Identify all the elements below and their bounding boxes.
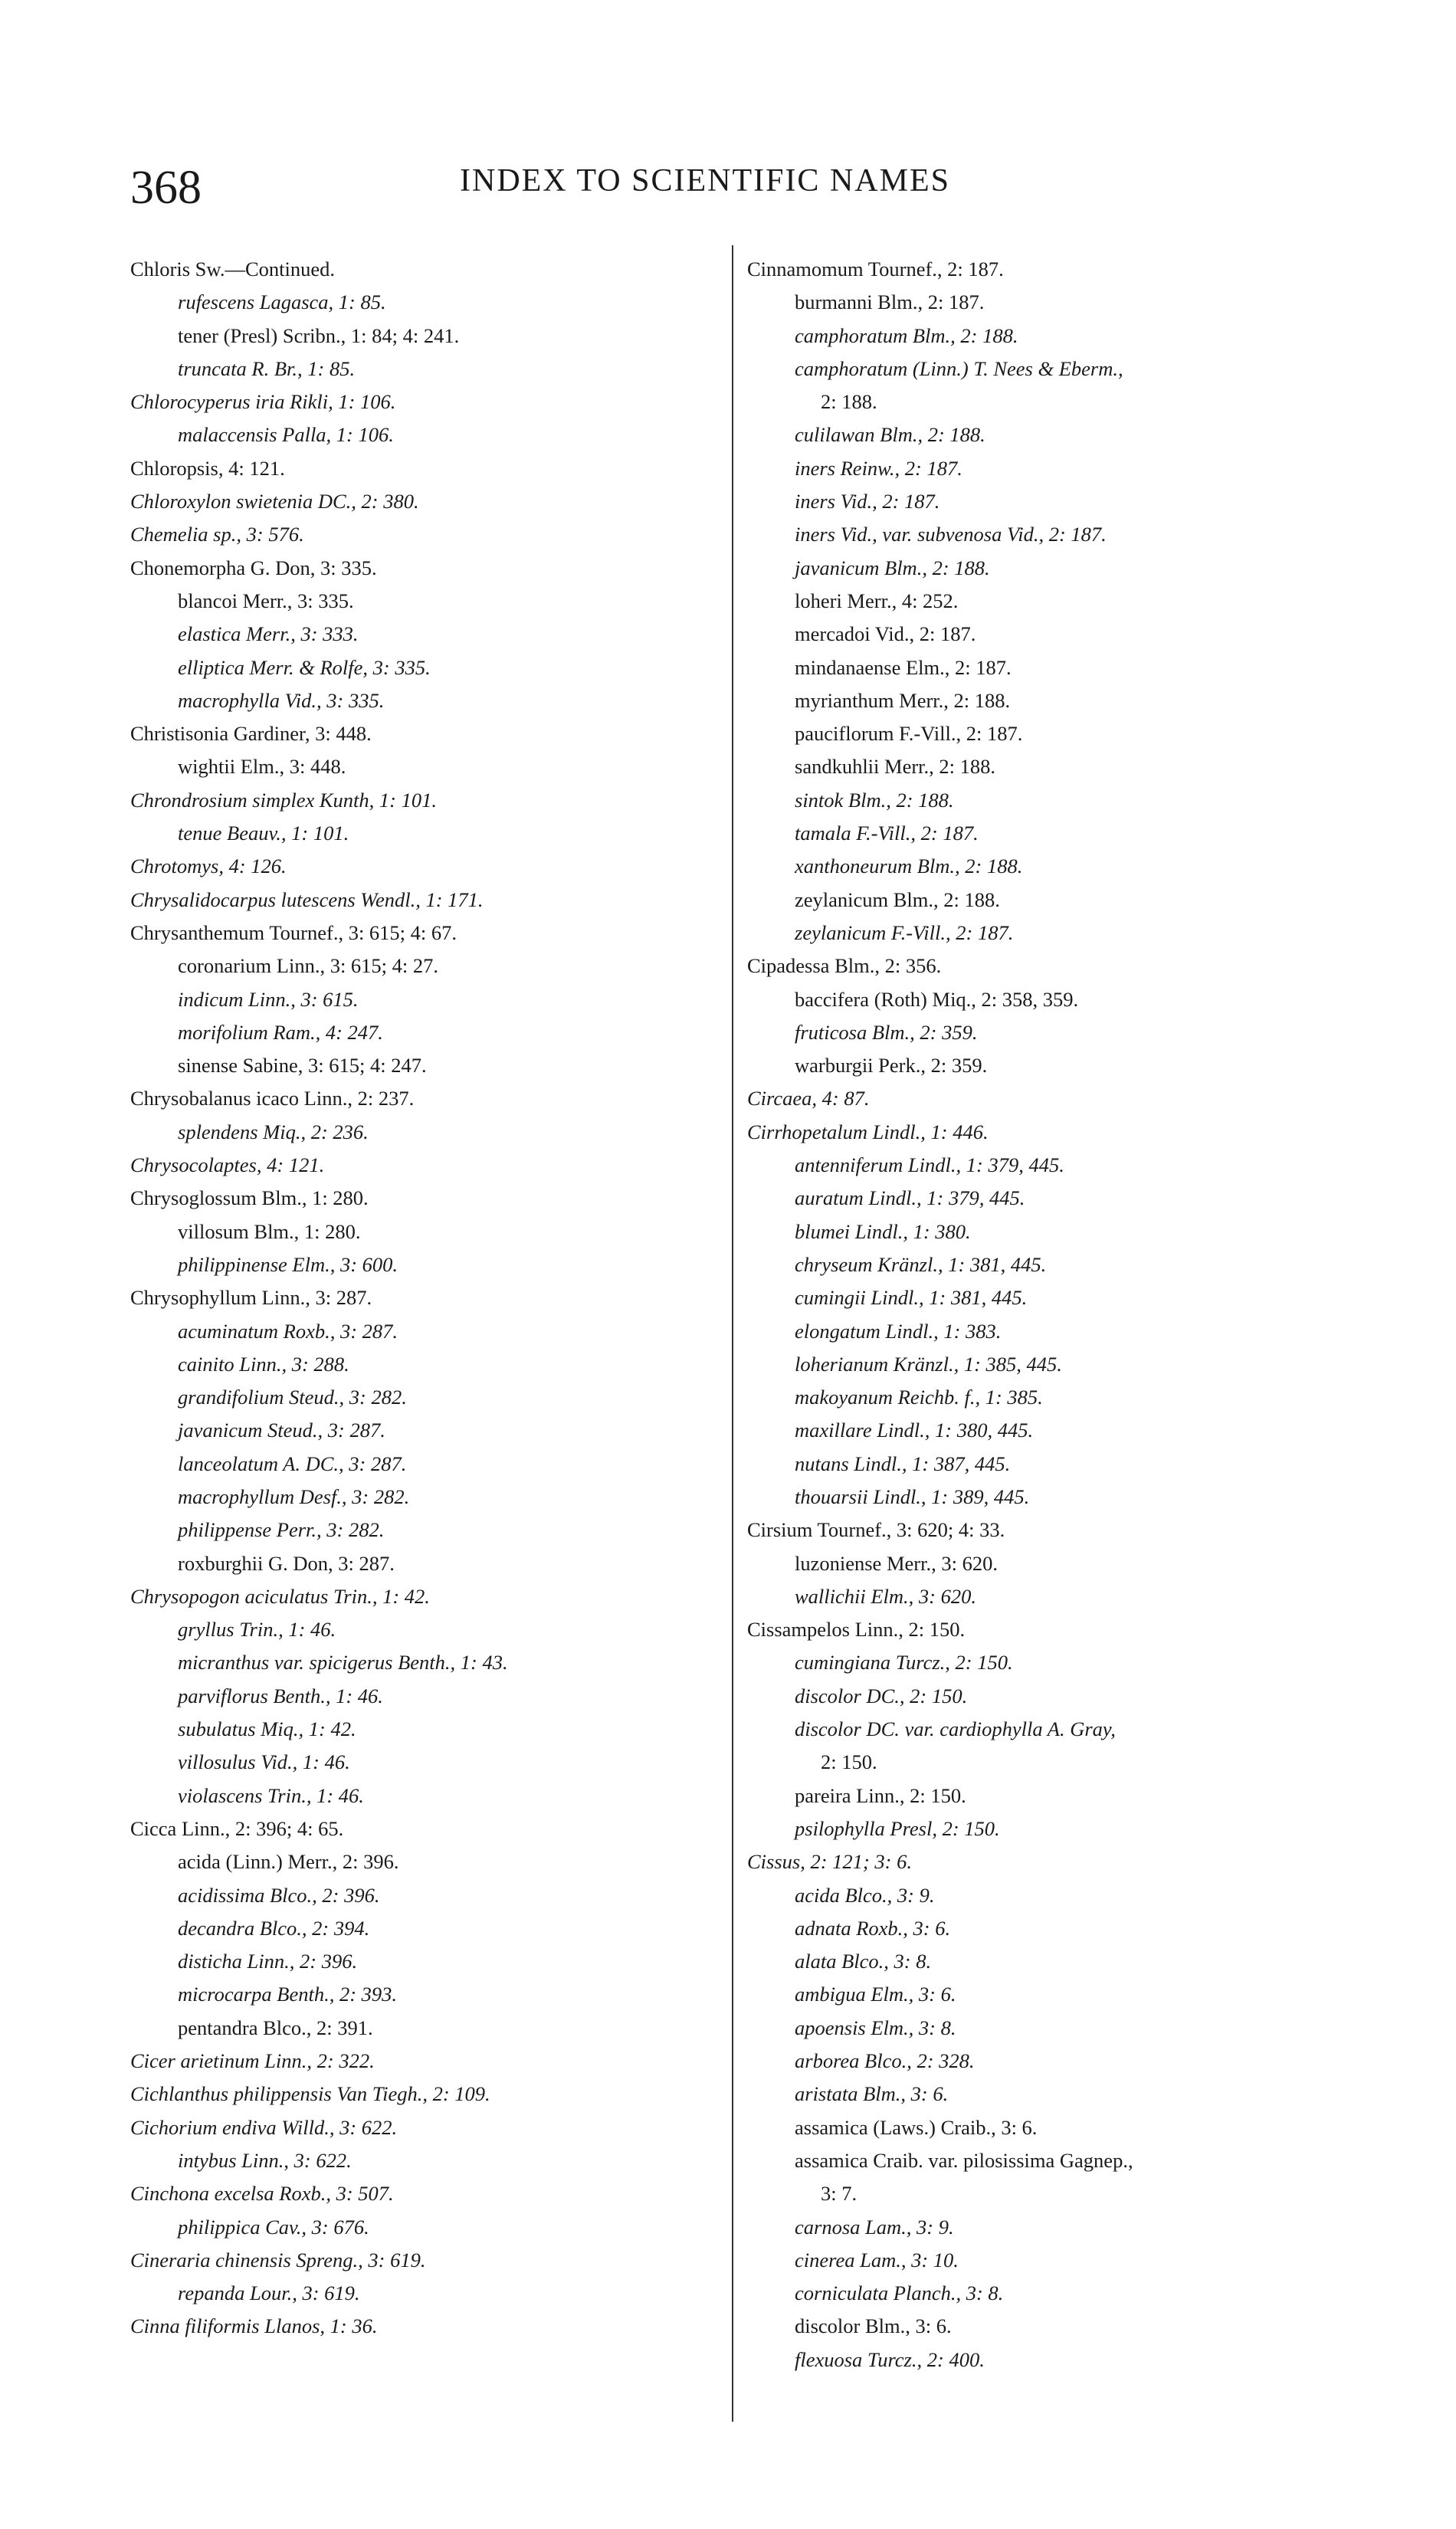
index-subentry: tamala F.-Vill., 2: 187. xyxy=(795,822,979,845)
index-subentry: wightii Elm., 3: 448. xyxy=(178,755,346,779)
index-entry: Chrysobalanus icaco Linn., 2: 237. xyxy=(130,1087,415,1110)
index-subentry: iners Vid., 2: 187. xyxy=(795,490,940,513)
index-subentry: iners Reinw., 2: 187. xyxy=(795,456,962,480)
index-subentry: mindanaense Elm., 2: 187. xyxy=(795,655,1012,679)
index-subentry: elastica Merr., 3: 333. xyxy=(178,622,359,646)
index-subentry: zeylanicum F.-Vill., 2: 187. xyxy=(795,920,1014,944)
index-subentry: psilophylla Presl, 2: 150. xyxy=(795,1816,1000,1840)
index-subentry: morifolium Ram., 4: 247. xyxy=(178,1020,383,1044)
index-entry: Cirrhopetalum Lindl., 1: 446. xyxy=(747,1120,989,1143)
index-subentry: culilawan Blm., 2: 188. xyxy=(795,423,985,447)
index-subentry: nutans Lindl., 1: 387, 445. xyxy=(795,1451,1011,1475)
index-subentry: pareira Linn., 2: 150. xyxy=(795,1783,966,1807)
index-subentry: micranthus var. spicigerus Benth., 1: 43. xyxy=(178,1651,508,1675)
index-subentry: tenue Beauv., 1: 101. xyxy=(178,822,349,845)
index-subentry: tener (Presl) Scribn., 1: 84; 4: 241. xyxy=(178,323,460,347)
index-subentry: thouarsii Lindl., 1: 389, 445. xyxy=(795,1484,1030,1508)
index-subentry: flexuosa Turcz., 2: 400. xyxy=(795,2347,985,2371)
index-subentry: coronarium Linn., 3: 615; 4: 27. xyxy=(178,954,439,978)
index-subentry: repanda Lour., 3: 619. xyxy=(178,2281,360,2305)
index-subentry: pauciflorum F.-Vill., 2: 187. xyxy=(795,722,1023,746)
index-entry: Chrysanthemum Tournef., 3: 615; 4: 67. xyxy=(130,920,457,944)
index-subentry: aristata Blm., 3: 6. xyxy=(795,2082,949,2106)
index-entry: Chloris Sw.—Continued. xyxy=(130,257,335,280)
index-entry: Cineraria chinensis Spreng., 3: 619. xyxy=(130,2248,426,2272)
index-subentry: loherianum Kränzl., 1: 385, 445. xyxy=(795,1352,1062,1376)
index-subentry: antenniferum Lindl., 1: 379, 445. xyxy=(795,1153,1064,1177)
index-subentry: malaccensis Palla, 1: 106. xyxy=(178,423,394,447)
index-subentry: luzoniense Merr., 3: 620. xyxy=(795,1551,998,1575)
index-entry: Chlorocyperus iria Rikli, 1: 106. xyxy=(130,390,396,414)
index-entry: Cissampelos Linn., 2: 150. xyxy=(747,1618,966,1642)
index-subentry: subulatus Miq., 1: 42. xyxy=(178,1717,356,1741)
index-subentry: fruticosa Blm., 2: 359. xyxy=(795,1020,978,1044)
index-subentry: discolor Blm., 3: 6. xyxy=(795,2314,952,2338)
index-subentry: macrophylla Vid., 3: 335. xyxy=(178,688,385,712)
index-subentry: roxburghii G. Don, 3: 287. xyxy=(178,1551,395,1575)
index-subentry: warburgii Perk., 2: 359. xyxy=(795,1054,988,1078)
index-entry: Cinnamomum Tournef., 2: 187. xyxy=(747,257,1004,280)
index-subentry: acuminatum Roxb., 3: 287. xyxy=(178,1319,398,1343)
index-entry: Chonemorpha G. Don, 3: 335. xyxy=(130,556,377,579)
column-divider xyxy=(732,245,733,2422)
index-entry: Chrysocolaptes, 4: 121. xyxy=(130,1153,325,1177)
index-entry: Cicca Linn., 2: 396; 4: 65. xyxy=(130,1816,344,1840)
index-subentry: philippense Perr., 3: 282. xyxy=(178,1518,385,1542)
index-entry: Chloropsis, 4: 121. xyxy=(130,456,285,480)
index-subentry: javanicum Blm., 2: 188. xyxy=(795,556,990,579)
index-subentry: loheri Merr., 4: 252. xyxy=(795,589,959,612)
index-entry: Cirsium Tournef., 3: 620; 4: 33. xyxy=(747,1518,1005,1542)
index-subentry: intybus Linn., 3: 622. xyxy=(178,2148,352,2172)
index-entry: Chrysalidocarpus lutescens Wendl., 1: 171. xyxy=(130,887,484,911)
index-subentry: acidissima Blco., 2: 396. xyxy=(178,1883,380,1907)
index-subentry: gryllus Trin., 1: 46. xyxy=(178,1618,336,1642)
index-subentry: auratum Lindl., 1: 379, 445. xyxy=(795,1186,1025,1210)
index-subentry: alata Blco., 3: 8. xyxy=(795,1950,932,1973)
index-subentry: mercadoi Vid., 2: 187. xyxy=(795,622,976,646)
index-entry: Chrysoglossum Blm., 1: 280. xyxy=(130,1186,369,1210)
index-subentry: truncata R. Br., 1: 85. xyxy=(178,356,356,380)
index-subentry: wallichii Elm., 3: 620. xyxy=(795,1584,977,1608)
index-subentry: cinerea Lam., 3: 10. xyxy=(795,2248,959,2272)
index-entry: Circaea, 4: 87. xyxy=(747,1087,870,1110)
index-subentry: ambigua Elm., 3: 6. xyxy=(795,1983,956,2006)
index-subentry: disticha Linn., 2: 396. xyxy=(178,1950,358,1973)
index-subentry: 2: 150. xyxy=(821,1750,877,1774)
index-subentry: acida (Linn.) Merr., 2: 396. xyxy=(178,1850,399,1874)
index-entry: Chrysophyllum Linn., 3: 287. xyxy=(130,1286,372,1310)
index-subentry: sintok Blm., 2: 188. xyxy=(795,788,954,812)
index-subentry: microcarpa Benth., 2: 393. xyxy=(178,1983,398,2006)
index-subentry: cumingiana Turcz., 2: 150. xyxy=(795,1651,1013,1675)
index-subentry: villosulus Vid., 1: 46. xyxy=(178,1750,350,1774)
index-subentry: corniculata Planch., 3: 8. xyxy=(795,2281,1004,2305)
index-subentry: arborea Blco., 2: 328. xyxy=(795,2049,975,2073)
index-subentry: makoyanum Reichb. f., 1: 385. xyxy=(795,1386,1043,1409)
index-entry: Cicer arietinum Linn., 2: 322. xyxy=(130,2049,375,2073)
index-subentry: 3: 7. xyxy=(821,2182,858,2206)
index-subentry: chryseum Kränzl., 1: 381, 445. xyxy=(795,1252,1047,1276)
index-column-right xyxy=(747,253,1399,2376)
index-column-left xyxy=(130,253,720,2344)
index-subentry: pentandra Blco., 2: 391. xyxy=(178,2016,373,2039)
index-entry: Chrysopogon aciculatus Trin., 1: 42. xyxy=(130,1584,430,1608)
index-subentry: acida Blco., 3: 9. xyxy=(795,1883,935,1907)
page-title: INDEX TO SCIENTIFIC NAMES xyxy=(460,163,950,198)
page-number: 368 xyxy=(130,162,202,214)
index-subentry: maxillare Lindl., 1: 380, 445. xyxy=(795,1419,1034,1442)
index-subentry: philippica Cav., 3: 676. xyxy=(178,2215,369,2239)
index-subentry: xanthoneurum Blm., 2: 188. xyxy=(795,854,1023,878)
index-subentry: javanicum Steud., 3: 287. xyxy=(178,1419,385,1442)
index-subentry: baccifera (Roth) Miq., 2: 358, 359. xyxy=(795,987,1079,1011)
index-subentry: sandkuhlii Merr., 2: 188. xyxy=(795,755,996,779)
index-subentry: parviflorus Benth., 1: 46. xyxy=(178,1684,383,1707)
index-subentry: 2: 188. xyxy=(821,390,877,414)
index-subentry: elongatum Lindl., 1: 383. xyxy=(795,1319,1002,1343)
index-subentry: camphoratum (Linn.) T. Nees & Eberm., xyxy=(795,356,1123,380)
index-subentry: iners Vid., var. subvenosa Vid., 2: 187. xyxy=(795,523,1107,546)
index-subentry: myrianthum Merr., 2: 188. xyxy=(795,688,1011,712)
index-subentry: cainito Linn., 3: 288. xyxy=(178,1352,349,1376)
index-subentry: apoensis Elm., 3: 8. xyxy=(795,2016,956,2039)
index-subentry: blancoi Merr., 3: 335. xyxy=(178,589,354,612)
index-subentry: cumingii Lindl., 1: 381, 445. xyxy=(795,1286,1028,1310)
index-subentry: rufescens Lagasca, 1: 85. xyxy=(178,290,386,314)
index-subentry: adnata Roxb., 3: 6. xyxy=(795,1916,951,1940)
index-entry: Chemelia sp., 3: 576. xyxy=(130,523,304,546)
index-subentry: blumei Lindl., 1: 380. xyxy=(795,1219,971,1243)
index-entry: Cinchona excelsa Roxb., 3: 507. xyxy=(130,2182,394,2206)
index-entry: Christisonia Gardiner, 3: 448. xyxy=(130,722,372,746)
index-subentry: zeylanicum Blm., 2: 188. xyxy=(795,887,1000,911)
index-subentry: camphoratum Blm., 2: 188. xyxy=(795,323,1018,347)
index-entry: Cipadessa Blm., 2: 356. xyxy=(747,954,942,978)
index-subentry: decandra Blco., 2: 394. xyxy=(178,1916,370,1940)
index-entry: Cichorium endiva Willd., 3: 622. xyxy=(130,2115,398,2139)
index-subentry: grandifolium Steud., 3: 282. xyxy=(178,1386,407,1409)
index-subentry: violascens Trin., 1: 46. xyxy=(178,1783,364,1807)
index-subentry: assamica (Laws.) Craib., 3: 6. xyxy=(795,2115,1038,2139)
index-entry: Cinna filiformis Llanos, 1: 36. xyxy=(130,2314,378,2338)
index-entry: Chrotomys, 4: 126. xyxy=(130,854,287,878)
index-subentry: splendens Miq., 2: 236. xyxy=(178,1120,369,1143)
index-subentry: assamica Craib. var. pilosissima Gagnep., xyxy=(795,2148,1133,2172)
index-subentry: sinense Sabine, 3: 615; 4: 247. xyxy=(178,1054,427,1078)
index-entry: Cissus, 2: 121; 3: 6. xyxy=(747,1850,912,1874)
index-subentry: indicum Linn., 3: 615. xyxy=(178,987,359,1011)
index-subentry: burmanni Blm., 2: 187. xyxy=(795,290,985,314)
index-entry: Chrondrosium simplex Kunth, 1: 101. xyxy=(130,788,437,812)
index-entry: Chloroxylon swietenia DC., 2: 380. xyxy=(130,490,419,513)
index-subentry: philippinense Elm., 3: 600. xyxy=(178,1252,398,1276)
index-subentry: carnosa Lam., 3: 9. xyxy=(795,2215,954,2239)
index-subentry: discolor DC., 2: 150. xyxy=(795,1684,968,1707)
index-subentry: elliptica Merr. & Rolfe, 3: 335. xyxy=(178,655,431,679)
index-entry: Cichlanthus philippensis Van Tiegh., 2: 109. xyxy=(130,2082,490,2106)
index-subentry: villosum Blm., 1: 280. xyxy=(178,1219,361,1243)
index-subentry: discolor DC. var. cardiophylla A. Gray, xyxy=(795,1717,1116,1741)
index-subentry: lanceolatum A. DC., 3: 287. xyxy=(178,1451,407,1475)
index-subentry: macrophyllum Desf., 3: 282. xyxy=(178,1484,410,1508)
